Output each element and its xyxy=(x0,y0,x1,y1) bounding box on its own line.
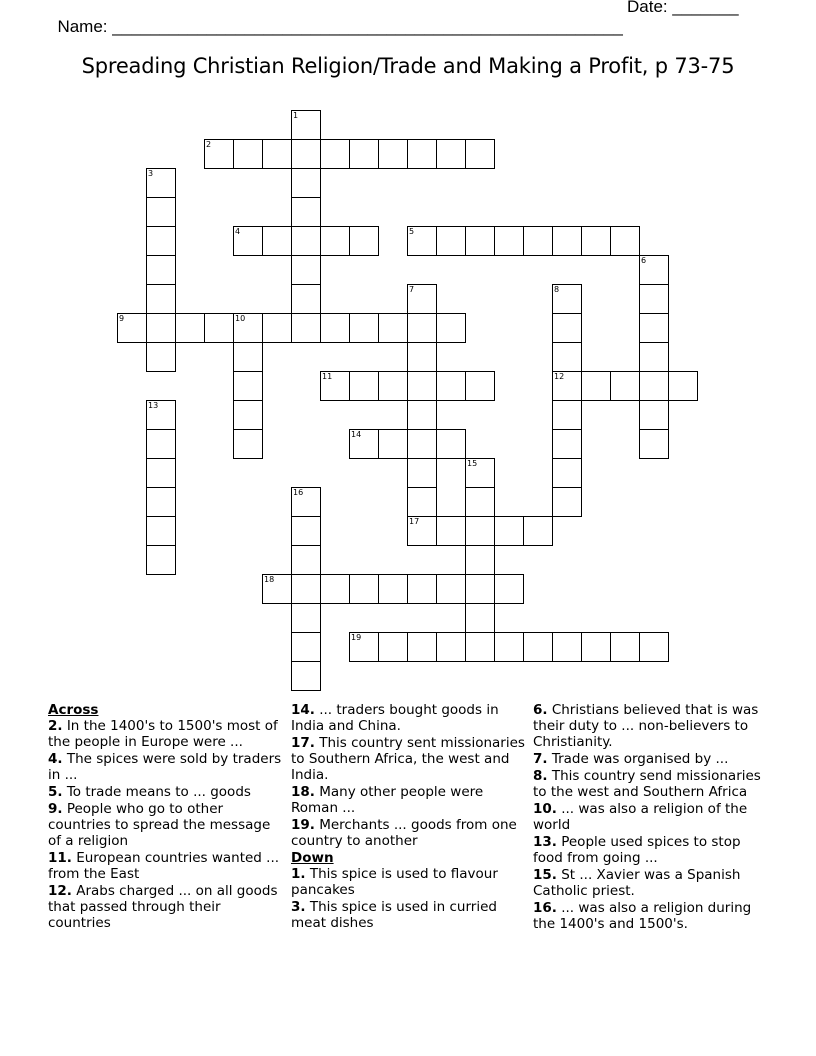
grid-cell[interactable] xyxy=(291,516,321,546)
grid-cell[interactable] xyxy=(262,139,292,169)
cell-number: 10 xyxy=(235,314,246,323)
grid-cell[interactable] xyxy=(349,632,379,662)
grid-cell[interactable] xyxy=(291,574,321,604)
clue-text: Christians believed that is was their duty to ... non-believers to Christianity. xyxy=(533,702,759,750)
clue-text: This country send missionaries to the west and Southern Africa xyxy=(533,768,761,800)
clue-across-14 xyxy=(291,702,527,734)
grid-cell[interactable] xyxy=(639,429,669,459)
grid-cell[interactable] xyxy=(378,632,408,662)
grid-cell[interactable] xyxy=(320,313,350,343)
grid-cell[interactable] xyxy=(581,371,611,401)
grid-cell[interactable] xyxy=(378,574,408,604)
grid-cell[interactable] xyxy=(407,400,437,430)
clue-text: St ... Xavier was a Spanish Catholic priest. xyxy=(533,867,741,899)
grid-cell[interactable] xyxy=(146,342,176,372)
grid-cell[interactable] xyxy=(465,487,495,517)
grid-cell[interactable] xyxy=(552,226,582,256)
grid-cell[interactable] xyxy=(291,226,321,256)
grid-cell[interactable] xyxy=(465,574,495,604)
grid-cell[interactable] xyxy=(291,255,321,285)
grid-cell[interactable] xyxy=(465,516,495,546)
grid-cell[interactable] xyxy=(146,458,176,488)
grid-cell[interactable] xyxy=(407,487,437,517)
grid-cell[interactable] xyxy=(407,284,437,314)
grid-cell[interactable] xyxy=(552,458,582,488)
grid-cell[interactable] xyxy=(146,168,176,198)
grid-cell[interactable] xyxy=(639,371,669,401)
grid-cell[interactable] xyxy=(349,313,379,343)
grid-cell[interactable] xyxy=(378,371,408,401)
grid-cell[interactable] xyxy=(233,342,263,372)
grid-cell[interactable] xyxy=(378,139,408,169)
grid-cell[interactable] xyxy=(465,603,495,633)
clue-number: 19. xyxy=(291,817,315,833)
grid-cell[interactable] xyxy=(523,632,553,662)
grid-cell[interactable] xyxy=(320,226,350,256)
clue-text: Many other people were Roman ... xyxy=(291,784,484,816)
grid-cell[interactable] xyxy=(146,197,176,227)
grid-cell[interactable] xyxy=(407,632,437,662)
grid-cell[interactable] xyxy=(436,429,466,459)
grid-cell[interactable] xyxy=(407,516,437,546)
cell-number: 13 xyxy=(148,401,159,410)
clue-number: 9. xyxy=(48,801,63,817)
cell-number: 3 xyxy=(148,169,154,178)
grid-cell[interactable] xyxy=(465,632,495,662)
clue-text: People used spices to stop food from going ... xyxy=(533,834,741,866)
grid-cell[interactable] xyxy=(465,139,495,169)
grid-cell[interactable] xyxy=(407,342,437,372)
grid-cell[interactable] xyxy=(581,226,611,256)
clue-text: Arabs charged ... on all goods that passed through their countries xyxy=(48,883,278,931)
grid-cell[interactable] xyxy=(581,632,611,662)
clue-across-12 xyxy=(48,883,284,931)
clue-number: 3. xyxy=(291,899,306,915)
clue-number: 18. xyxy=(291,784,315,800)
grid-cell[interactable] xyxy=(407,458,437,488)
clue-text: ... was also a religion of the world xyxy=(533,801,748,833)
grid-cell[interactable] xyxy=(117,313,147,343)
grid-cell[interactable] xyxy=(552,342,582,372)
grid-cell[interactable] xyxy=(291,168,321,198)
clue-number: 12. xyxy=(48,883,72,899)
clue-across-4 xyxy=(48,751,284,783)
grid-cell[interactable] xyxy=(291,284,321,314)
grid-cell[interactable] xyxy=(639,255,669,285)
grid-cell[interactable] xyxy=(349,226,379,256)
grid-cell[interactable] xyxy=(552,313,582,343)
grid-cell[interactable] xyxy=(146,313,176,343)
grid-cell[interactable] xyxy=(407,139,437,169)
cell-number: 19 xyxy=(351,633,362,642)
cell-number: 4 xyxy=(235,227,241,236)
clue-text: In the 1400's to 1500's most of the people in Europe were ... xyxy=(48,718,278,750)
grid-cell[interactable] xyxy=(465,226,495,256)
grid-cell[interactable] xyxy=(349,139,379,169)
clue-number: 17. xyxy=(291,735,315,751)
grid-cell[interactable] xyxy=(233,226,263,256)
clue-text: The spices were sold by traders in ... xyxy=(48,751,282,783)
cell-number: 15 xyxy=(467,459,478,468)
grid-cell[interactable] xyxy=(233,139,263,169)
grid-cell[interactable] xyxy=(552,632,582,662)
clue-down-8 xyxy=(533,768,773,800)
clue-down-10 xyxy=(533,801,773,833)
grid-cell[interactable] xyxy=(320,574,350,604)
clue-number: 10. xyxy=(533,801,557,817)
clue-number: 8. xyxy=(533,768,548,784)
grid-cell[interactable] xyxy=(204,313,234,343)
grid-cell[interactable] xyxy=(291,632,321,662)
grid-cell[interactable] xyxy=(349,429,379,459)
grid-cell[interactable] xyxy=(639,632,669,662)
grid-cell[interactable] xyxy=(552,400,582,430)
grid-cell[interactable] xyxy=(146,255,176,285)
cell-number: 1 xyxy=(293,111,299,120)
grid-cell[interactable] xyxy=(291,197,321,227)
grid-cell[interactable] xyxy=(262,226,292,256)
clue-number: 1. xyxy=(291,866,306,882)
grid-cell[interactable] xyxy=(610,632,640,662)
grid-cell[interactable] xyxy=(494,574,524,604)
clue-across-17 xyxy=(291,735,527,783)
grid-cell[interactable] xyxy=(436,632,466,662)
page-title: Spreading Christian Religion/Trade and Making a Profit, p 73-75 xyxy=(81,54,735,78)
grid-cell[interactable] xyxy=(291,487,321,517)
grid-cell[interactable] xyxy=(552,371,582,401)
clue-across-18 xyxy=(291,784,527,816)
grid-cell[interactable] xyxy=(233,429,263,459)
clue-number: 11. xyxy=(48,850,72,866)
grid-cell[interactable] xyxy=(146,429,176,459)
clue-text: To trade means to ... goods xyxy=(66,784,251,800)
grid-cell[interactable] xyxy=(407,429,437,459)
grid-cell[interactable] xyxy=(407,371,437,401)
grid-cell[interactable] xyxy=(465,545,495,575)
clue-across-5 xyxy=(48,784,284,800)
clue-across-19 xyxy=(291,817,527,849)
clue-across-11 xyxy=(48,850,284,882)
clue-text: People who go to other countries to spread the message of a religion xyxy=(48,801,271,849)
grid-cell[interactable] xyxy=(146,400,176,430)
grid-cell[interactable] xyxy=(523,226,553,256)
clue-number: 5. xyxy=(48,784,63,800)
grid-cell[interactable] xyxy=(639,342,669,372)
clue-down-15 xyxy=(533,867,773,899)
grid-cell[interactable] xyxy=(436,574,466,604)
clue-text: Trade was organised by ... xyxy=(551,751,729,767)
grid-cell[interactable] xyxy=(146,226,176,256)
grid-cell[interactable] xyxy=(233,371,263,401)
clue-column-2 xyxy=(291,702,527,932)
grid-cell[interactable] xyxy=(465,458,495,488)
grid-cell[interactable] xyxy=(436,516,466,546)
grid-cell[interactable] xyxy=(146,545,176,575)
grid-cell[interactable] xyxy=(552,429,582,459)
cell-number: 6 xyxy=(641,256,647,265)
cell-number: 5 xyxy=(409,227,415,236)
date-field[interactable]: Date: _______ xyxy=(627,0,739,16)
clue-down-16 xyxy=(533,900,773,932)
clue-text: This spice is used to flavour pancakes xyxy=(291,866,498,898)
cell-number: 11 xyxy=(322,372,333,381)
clue-down-3 xyxy=(291,899,527,931)
grid-cell[interactable] xyxy=(291,603,321,633)
grid-cell[interactable] xyxy=(291,313,321,343)
grid-cell[interactable] xyxy=(639,400,669,430)
grid-cell[interactable] xyxy=(610,371,640,401)
grid-cell[interactable] xyxy=(146,516,176,546)
grid-cell[interactable] xyxy=(407,313,437,343)
grid-cell[interactable] xyxy=(175,313,205,343)
grid-cell[interactable] xyxy=(291,661,321,691)
cell-number: 8 xyxy=(554,285,560,294)
clue-number: 4. xyxy=(48,751,63,767)
clue-text: This spice is used in curried meat dishes xyxy=(291,899,497,931)
grid-cell[interactable] xyxy=(552,487,582,517)
grid-cell[interactable] xyxy=(320,139,350,169)
grid-cell[interactable] xyxy=(146,284,176,314)
grid-cell[interactable] xyxy=(639,284,669,314)
clue-down-13 xyxy=(533,834,773,866)
grid-cell[interactable] xyxy=(262,313,292,343)
grid-cell[interactable] xyxy=(291,139,321,169)
grid-cell[interactable] xyxy=(320,371,350,401)
grid-cell[interactable] xyxy=(523,516,553,546)
grid-cell[interactable] xyxy=(291,110,321,140)
clue-number: 6. xyxy=(533,702,548,718)
clue-down-7 xyxy=(533,751,773,767)
grid-cell[interactable] xyxy=(639,313,669,343)
grid-cell[interactable] xyxy=(436,139,466,169)
clue-text: ... traders bought goods in India and China. xyxy=(291,702,499,734)
grid-cell[interactable] xyxy=(494,632,524,662)
clue-text: ... was also a religion during the 1400's and 1500's. xyxy=(533,900,752,932)
clue-number: 13. xyxy=(533,834,557,850)
clue-down-1 xyxy=(291,866,527,898)
cell-number: 9 xyxy=(119,314,125,323)
clue-column-1 xyxy=(48,702,284,932)
clue-across-9 xyxy=(48,801,284,849)
clue-text: Merchants ... goods from one country to another xyxy=(291,817,517,849)
grid-cell[interactable] xyxy=(146,487,176,517)
clue-number: 2. xyxy=(48,718,63,734)
clue-number: 14. xyxy=(291,702,315,718)
cell-number: 16 xyxy=(293,488,304,497)
grid-cell[interactable] xyxy=(233,313,263,343)
clue-number: 7. xyxy=(533,751,548,767)
cell-number: 17 xyxy=(409,517,420,526)
cell-number: 7 xyxy=(409,285,415,294)
cell-number: 14 xyxy=(351,430,362,439)
grid-cell[interactable] xyxy=(291,545,321,575)
grid-cell[interactable] xyxy=(204,139,234,169)
grid-cell[interactable] xyxy=(465,371,495,401)
grid-cell[interactable] xyxy=(378,313,408,343)
clue-across-2 xyxy=(48,718,284,750)
grid-cell[interactable] xyxy=(610,226,640,256)
clue-text: European countries wanted ... from the East xyxy=(48,850,280,882)
down-heading: Down xyxy=(291,850,334,866)
grid-cell[interactable] xyxy=(552,284,582,314)
clue-down-6 xyxy=(533,702,773,750)
grid-cell[interactable] xyxy=(407,226,437,256)
clue-number: 16. xyxy=(533,900,557,916)
grid-cell[interactable] xyxy=(349,574,379,604)
grid-cell[interactable] xyxy=(436,371,466,401)
clue-number: 15. xyxy=(533,867,557,883)
across-heading: Across xyxy=(48,702,99,718)
grid-cell[interactable] xyxy=(349,371,379,401)
grid-cell[interactable] xyxy=(668,371,698,401)
name-field[interactable]: Name: ______________________________________________________ xyxy=(57,17,623,36)
grid-cell[interactable] xyxy=(494,516,524,546)
grid-cell[interactable] xyxy=(407,574,437,604)
cell-number: 18 xyxy=(264,575,275,584)
cell-number: 2 xyxy=(206,140,212,149)
cell-number: 12 xyxy=(554,372,565,381)
clue-text: This country sent missionaries to Southern Africa, the west and India. xyxy=(291,735,525,783)
clue-column-3 xyxy=(533,702,773,933)
grid-cell[interactable] xyxy=(262,574,292,604)
grid-cell[interactable] xyxy=(378,429,408,459)
grid-cell[interactable] xyxy=(494,226,524,256)
grid-cell[interactable] xyxy=(436,313,466,343)
grid-cell[interactable] xyxy=(233,400,263,430)
grid-cell[interactable] xyxy=(436,226,466,256)
